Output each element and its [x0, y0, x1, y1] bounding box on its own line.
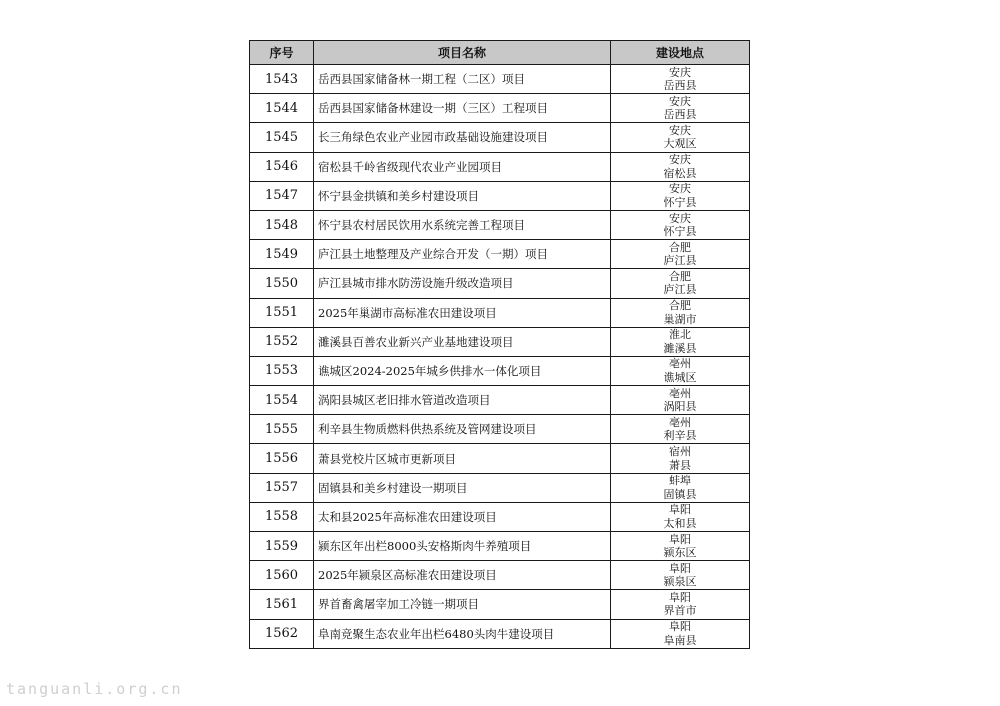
header-location: 建设地点 — [611, 41, 750, 65]
location-county: 巢湖市 — [663, 312, 697, 326]
location-county: 太和县 — [663, 516, 697, 530]
location-county: 濉溪县 — [663, 341, 697, 355]
table-row — [250, 94, 750, 123]
location-county: 岳西县 — [663, 108, 697, 122]
table-row — [250, 65, 750, 94]
location-cell — [611, 415, 750, 444]
serial-number-cell: 1562 — [250, 619, 314, 648]
serial-number-cell: 1560 — [250, 561, 314, 590]
serial-number-cell: 1550 — [250, 269, 314, 298]
project-name-cell: 颍东区年出栏8000头安格斯肉牛养殖项目 — [314, 532, 611, 561]
table-row — [250, 415, 750, 444]
project-name-cell: 太和县2025年高标准农田建设项目 — [314, 502, 611, 531]
serial-number-cell: 1543 — [250, 65, 314, 94]
location-city: 阜阳 — [669, 620, 691, 634]
table-row — [250, 502, 750, 531]
location-cell — [611, 65, 750, 94]
table-row — [250, 444, 750, 473]
project-name-cell: 长三角绿色农业产业园市政基础设施建设项目 — [314, 123, 611, 152]
project-name-cell: 阜南竞聚生态农业年出栏6480头肉牛建设项目 — [314, 619, 611, 648]
location-cell — [611, 356, 750, 385]
location-cell — [611, 327, 750, 356]
table-row — [250, 386, 750, 415]
location-cell — [611, 444, 750, 473]
location-city: 安庆 — [669, 123, 691, 137]
location-cell — [611, 123, 750, 152]
location-city: 合肥 — [669, 240, 691, 254]
table-row — [250, 473, 750, 502]
serial-number-cell: 1555 — [250, 415, 314, 444]
serial-number-cell: 1545 — [250, 123, 314, 152]
header-serial-number: 序号 — [250, 41, 314, 65]
location-city: 亳州 — [669, 415, 691, 429]
location-cell — [611, 152, 750, 181]
location-city: 合肥 — [669, 269, 691, 283]
location-cell — [611, 386, 750, 415]
project-name-cell: 濉溪县百善农业新兴产业基地建设项目 — [314, 327, 611, 356]
location-county: 庐江县 — [663, 283, 697, 297]
location-cell — [611, 94, 750, 123]
table-row — [250, 152, 750, 181]
location-county: 颍东区 — [663, 546, 697, 560]
serial-number-cell: 1552 — [250, 327, 314, 356]
location-county: 界首市 — [663, 604, 697, 618]
location-city: 淮北 — [669, 328, 691, 342]
location-city: 安庆 — [669, 153, 691, 167]
table-row — [250, 298, 750, 327]
project-name-cell: 怀宁县金拱镇和美乡村建设项目 — [314, 181, 611, 210]
location-cell — [611, 502, 750, 531]
location-cell — [611, 181, 750, 210]
table-row — [250, 590, 750, 619]
table-row — [250, 532, 750, 561]
project-name-cell: 庐江县土地整理及产业综合开发（一期）项目 — [314, 240, 611, 269]
location-county: 萧县 — [669, 458, 691, 472]
location-city: 亳州 — [669, 357, 691, 371]
location-county: 颍泉区 — [663, 575, 697, 589]
table-row — [250, 619, 750, 648]
location-city: 蚌埠 — [669, 474, 691, 488]
location-cell — [611, 590, 750, 619]
table-row — [250, 123, 750, 152]
location-cell — [611, 532, 750, 561]
location-county: 怀宁县 — [663, 195, 697, 209]
serial-number-cell: 1547 — [250, 181, 314, 210]
location-city: 阜阳 — [669, 561, 691, 575]
project-table — [249, 40, 750, 649]
serial-number-cell: 1557 — [250, 473, 314, 502]
table-row — [250, 240, 750, 269]
location-city: 亳州 — [669, 386, 691, 400]
project-name-cell: 岳西县国家储备林一期工程（二区）项目 — [314, 65, 611, 94]
project-name-cell: 界首畜禽屠宰加工冷链一期项目 — [314, 590, 611, 619]
location-city: 安庆 — [669, 182, 691, 196]
project-name-cell: 岳西县国家储备林建设一期（三区）工程项目 — [314, 94, 611, 123]
serial-number-cell: 1548 — [250, 210, 314, 239]
serial-number-cell: 1549 — [250, 240, 314, 269]
location-county: 岳西县 — [663, 79, 697, 93]
serial-number-cell: 1559 — [250, 532, 314, 561]
table-row — [250, 561, 750, 590]
serial-number-cell: 1556 — [250, 444, 314, 473]
location-cell — [611, 619, 750, 648]
location-cell — [611, 298, 750, 327]
location-county: 谯城区 — [663, 370, 697, 384]
table-row — [250, 356, 750, 385]
project-name-cell: 2025年巢湖市高标准农田建设项目 — [314, 298, 611, 327]
location-city: 安庆 — [669, 211, 691, 225]
table-header-row — [250, 41, 750, 65]
table-row — [250, 327, 750, 356]
location-county: 怀宁县 — [663, 225, 697, 239]
serial-number-cell: 1554 — [250, 386, 314, 415]
project-name-cell: 2025年颍泉区高标准农田建设项目 — [314, 561, 611, 590]
table-body — [250, 65, 750, 649]
watermark-text: tanguanli.org.cn — [6, 680, 183, 698]
location-city: 阜阳 — [669, 590, 691, 604]
location-county: 宿松县 — [663, 166, 697, 180]
serial-number-cell: 1551 — [250, 298, 314, 327]
location-city: 阜阳 — [669, 532, 691, 546]
location-county: 庐江县 — [663, 254, 697, 268]
header-project-name: 项目名称 — [314, 41, 611, 65]
location-cell — [611, 210, 750, 239]
location-cell — [611, 269, 750, 298]
location-city: 安庆 — [669, 94, 691, 108]
table-row — [250, 210, 750, 239]
table-row — [250, 181, 750, 210]
location-cell — [611, 561, 750, 590]
location-county: 涡阳县 — [663, 400, 697, 414]
project-name-cell: 庐江县城市排水防涝设施升级改造项目 — [314, 269, 611, 298]
project-name-cell: 固镇县和美乡村建设一期项目 — [314, 473, 611, 502]
location-city: 合肥 — [669, 299, 691, 313]
serial-number-cell: 1561 — [250, 590, 314, 619]
location-county: 利辛县 — [663, 429, 697, 443]
serial-number-cell: 1546 — [250, 152, 314, 181]
location-county: 大观区 — [663, 137, 697, 151]
serial-number-cell: 1544 — [250, 94, 314, 123]
location-city: 宿州 — [669, 445, 691, 459]
table-row — [250, 269, 750, 298]
location-county: 固镇县 — [663, 487, 697, 501]
serial-number-cell: 1558 — [250, 502, 314, 531]
project-name-cell: 怀宁县农村居民饮用水系统完善工程项目 — [314, 210, 611, 239]
serial-number-cell: 1553 — [250, 356, 314, 385]
location-county: 阜南县 — [663, 633, 697, 647]
location-city: 安庆 — [669, 65, 691, 79]
location-city: 阜阳 — [669, 503, 691, 517]
location-cell — [611, 473, 750, 502]
project-name-cell: 谯城区2024-2025年城乡供排水一体化项目 — [314, 356, 611, 385]
project-name-cell: 涡阳县城区老旧排水管道改造项目 — [314, 386, 611, 415]
location-cell — [611, 240, 750, 269]
project-name-cell: 萧县党校片区城市更新项目 — [314, 444, 611, 473]
project-name-cell: 利辛县生物质燃料供热系统及管网建设项目 — [314, 415, 611, 444]
project-name-cell: 宿松县千岭省级现代农业产业园项目 — [314, 152, 611, 181]
